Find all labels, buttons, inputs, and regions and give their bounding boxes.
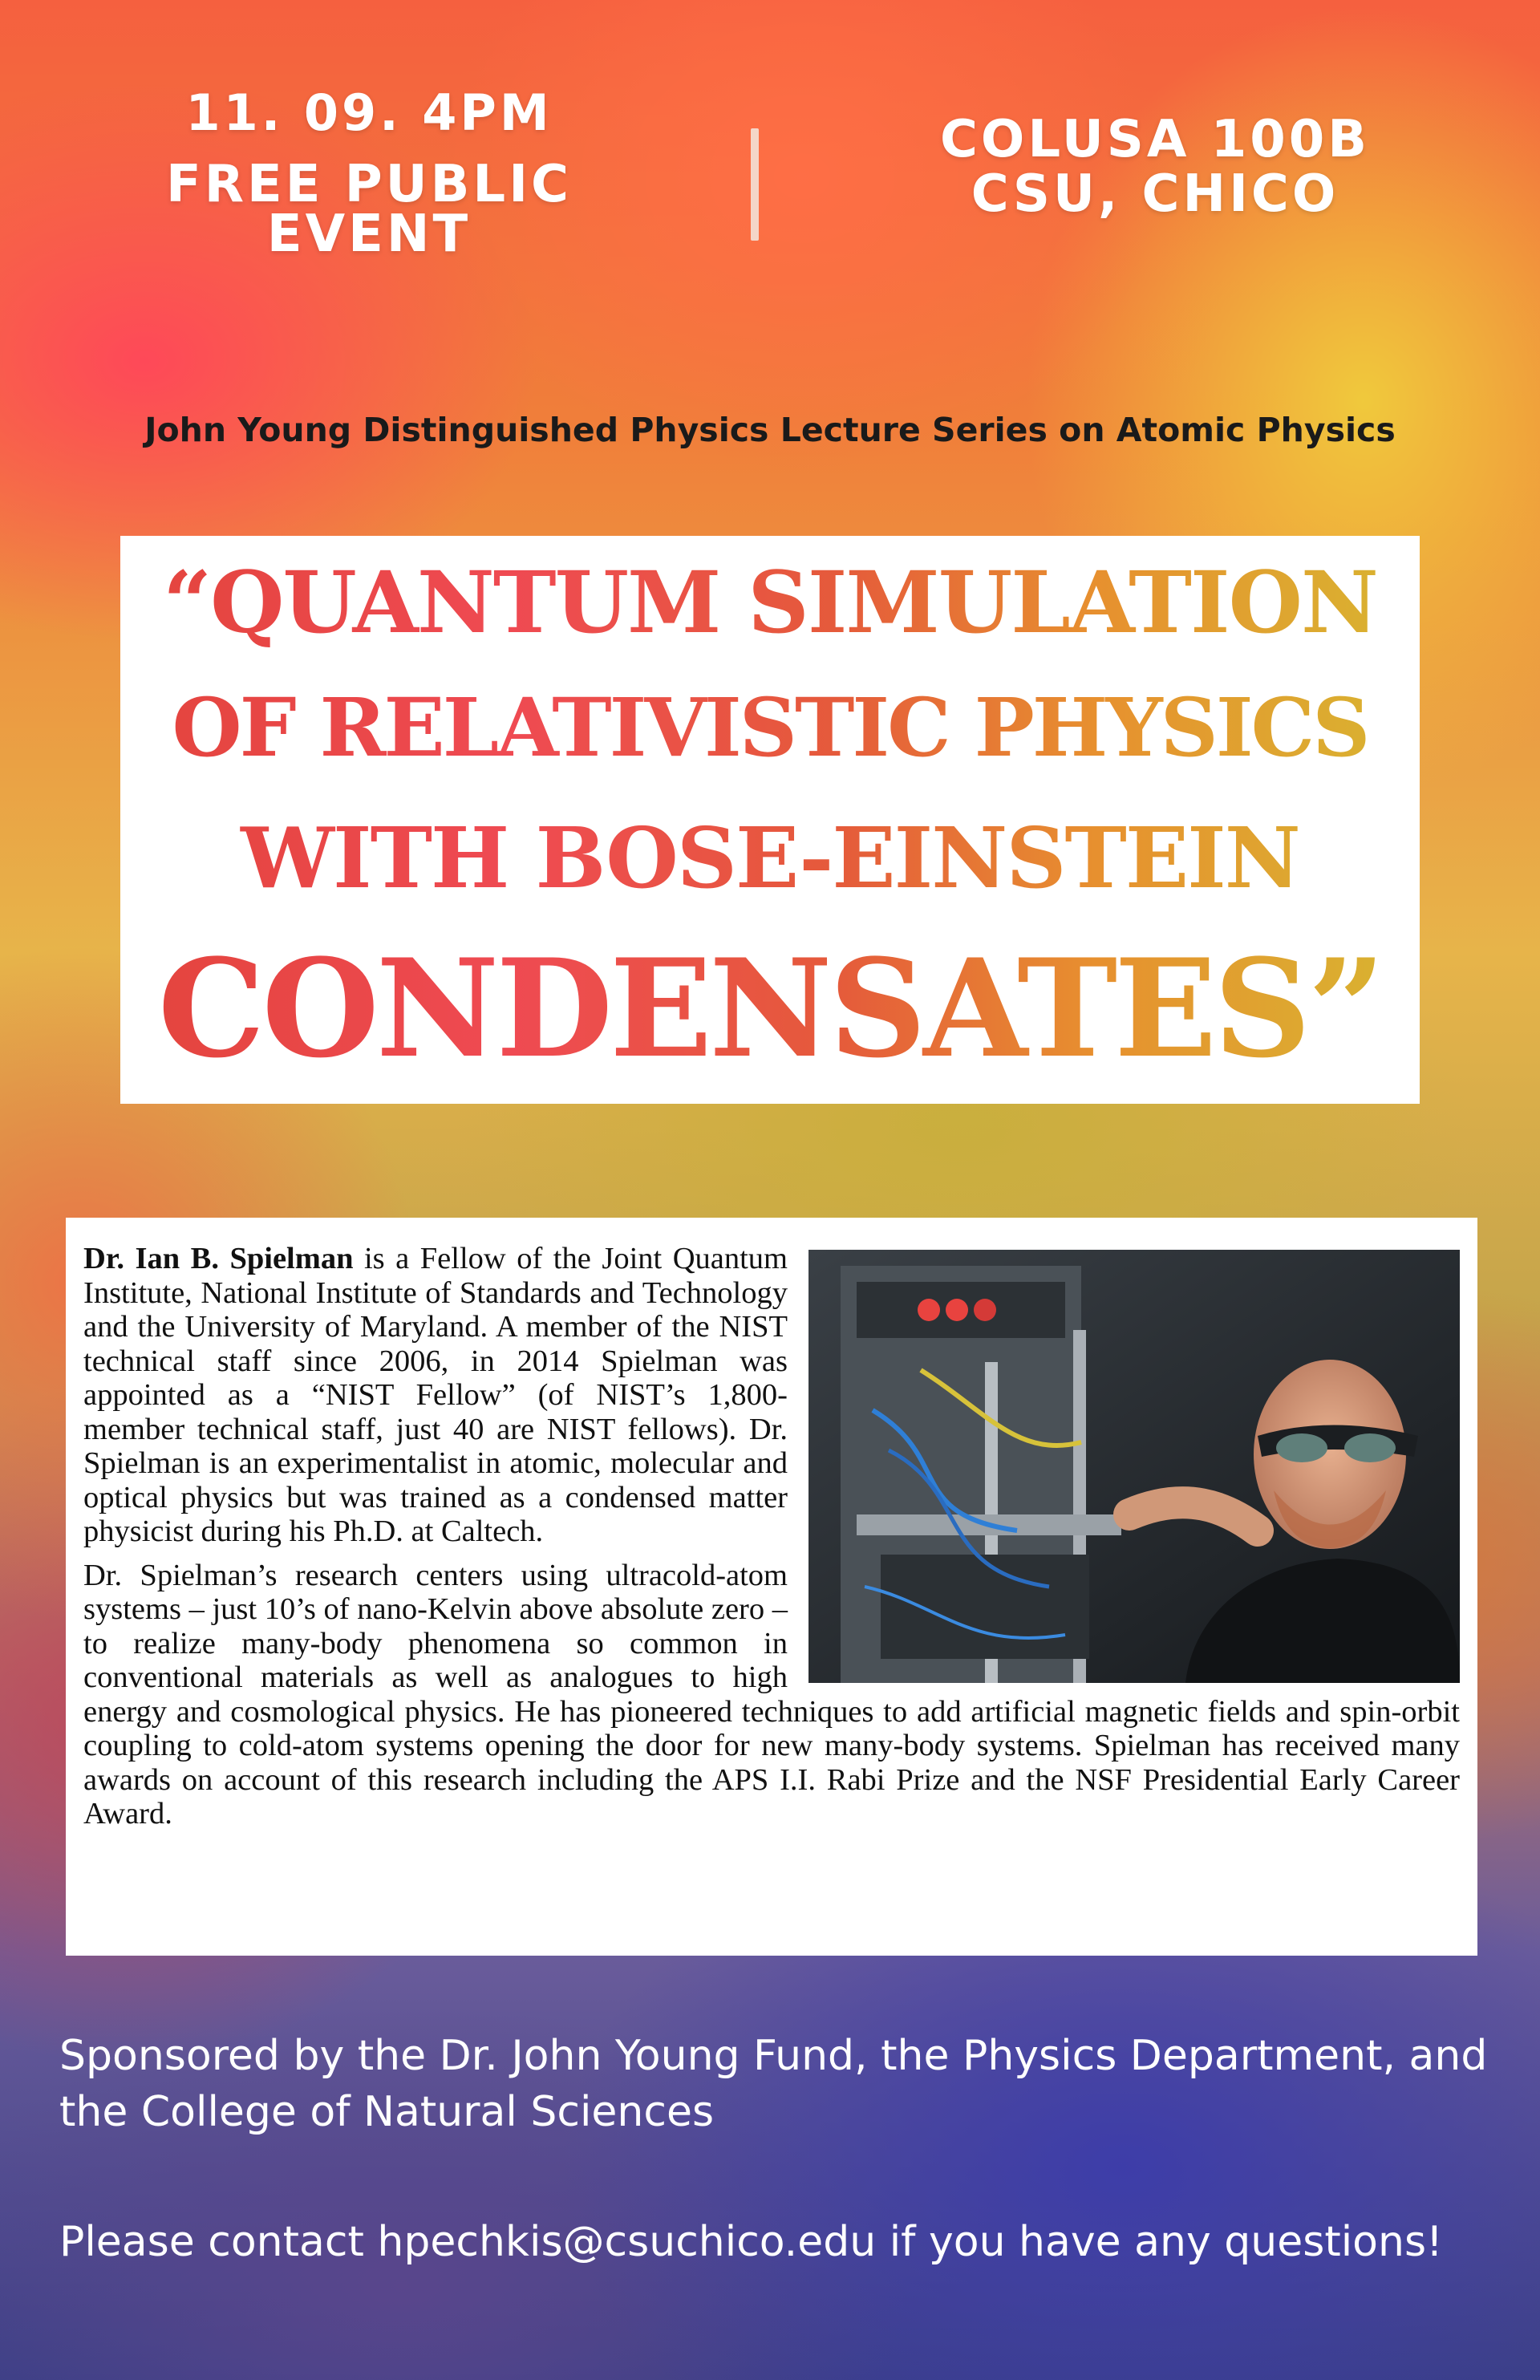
sponsors-text: Sponsored by the Dr. John Young Fund, the Physics Department, and the College of Natural Sciences [59, 2032, 1488, 2136]
event-datetime-block [64, 83, 674, 264]
lecture-title-line-4: CONDENSATES” [120, 929, 1420, 1088]
speaker-photo [808, 1250, 1460, 1683]
lecture-series-title: John Young Distinguished Physics Lecture Series on Atomic Physics [144, 411, 1396, 449]
event-room: COLUSA 100B [939, 110, 1371, 169]
event-datetime: 11. 09. 4PM [185, 83, 553, 142]
bio-paragraph-1-text: is a Fellow of the Joint Quantum Institute, National Institute of Standards and Technology and the University of Maryland. A member of the NIST technical staff since 2006, in 2014 Spielman was appointed as a “NIST Fellow” (of NIST’s 1,800- member technical staff, just 40 are NIST fellows). Dr. Spielman is an experimentalist in atomic, molecular and optical physics but was trained as a condensed matter physicist during his Ph.D. at Caltech. [83, 1242, 788, 1548]
lecture-title-line-3: WITH BOSE-EINSTEIN [120, 809, 1420, 907]
speaker-photo-illustration [808, 1250, 1460, 1683]
lecture-title-box [120, 536, 1420, 1104]
event-location-block [834, 110, 1476, 224]
header-divider [751, 128, 759, 241]
lecture-title-line-2: OF RELATIVISTIC PHYSICS [120, 680, 1420, 775]
speaker-bio [83, 1242, 1460, 1831]
speaker-bio-box [66, 1218, 1477, 1956]
speaker-name: Dr. Ian B. Spielman [83, 1242, 354, 1275]
contact-text: Please contact hpechkis@csuchico.edu if you have any questions! [59, 2218, 1443, 2266]
event-type: FREE PUBLIC EVENT [166, 155, 572, 264]
event-campus: CSU, CHICO [971, 164, 1339, 224]
bio-paragraph-2: Dr. Spielman’s research centers using ultracold-atom systems – just 10’s of nano-Kelvin above absolute zero – to realize many-body phenomena so common in conventional materials as well as analogues to high energy and cosmological physics. He has pioneered techniques to add artificial magnetic fields and spin-orbit coupling to cold-atom systems opening the door for new many-body systems. Spielman has received many awards on account of this research including the APS I.I. Rabi Prize and the NSF Presidential Early Career Award. [83, 1558, 1460, 1831]
lecture-title-line-1: “QUANTUM SIMULATION [120, 552, 1420, 652]
